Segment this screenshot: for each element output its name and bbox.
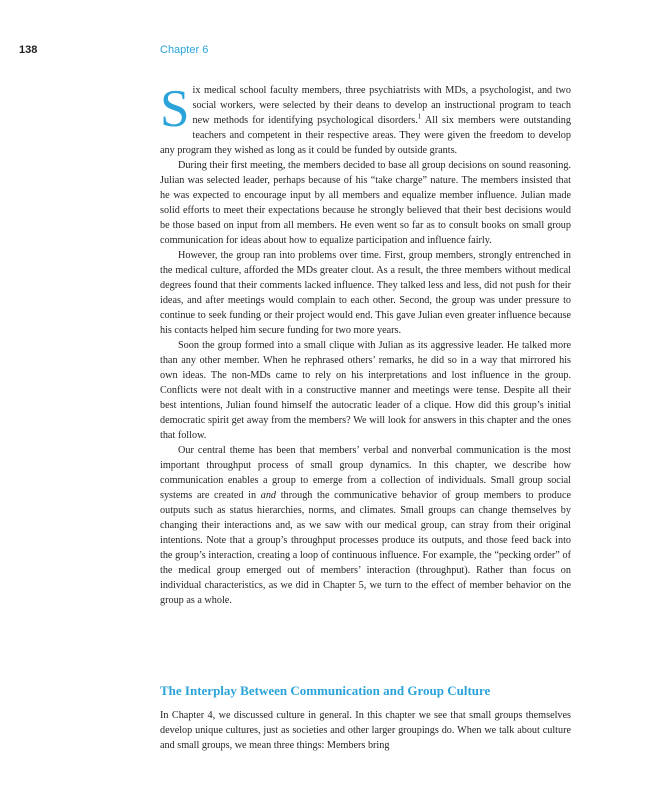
drop-cap: S: [160, 80, 190, 138]
body-text: [160, 80, 571, 608]
paragraph-central-theme: [160, 443, 571, 608]
section-body: [160, 708, 571, 753]
section-paragraph: In Chapter 4, we discussed culture in general. In this chapter we see that small groups themselves develop unique cultures, just as societies and other larger groupings do. When we talk about culture and small groups, we mean three things: Members bring: [160, 710, 571, 751]
paragraph-first-meeting: During their first meeting, the members decided to base all group decisions on sound reasoning. Julian was selected leader, perhaps because of his “take charge” nature. The members insisted that he was expected to encourage input by all members and equalize member influence. Julian made solid efforts to meet their expectations because he strongly believed that their best decisions would be those based on input from all members. He even went so far as to consult books on small group communication for ideas about how to equalize participation and influence fairly.: [160, 160, 571, 246]
paragraph-problems: However, the group ran into problems over time. First, group members, strongly entrenched in the medical culture, afforded the MDs greater clout. As a result, the three members without medical degrees found that their comments lacked influence. They talked less and less, did not push for their ideas, and after meetings would complain to each other. Second, the group was under pressure to continue to seek funding or their project would end. This gave Julian even greater influence because his contacts helped him secure funding for two more years.: [160, 250, 571, 336]
theme-emphasis: and: [260, 490, 277, 501]
theme-text: Our central theme has been that members’ verbal and nonverbal communication is the most important throughput process of small group dynamics. In this chapter, we describe how communication enables a group to emerge from a collection of individuals. Small group social systems are created in: [160, 445, 571, 501]
opening-paragraph: [160, 80, 571, 158]
opening-text: ix medical school faculty members, three psychiatrists with MDs, a psychologist, and two social workers, were selected by their deans to develop an instructional program to teach new methods for identifying psychological disorders.: [192, 85, 571, 126]
footnote-marker[interactable]: 1: [417, 112, 422, 121]
chapter-label: Chapter 6: [160, 44, 209, 56]
opening-text-continued: All six members were outstanding teachers and competent in their respective areas. They were given the freedom to develop any program they wished as long as it could be funded by outside grants.: [160, 115, 571, 156]
theme-text-continued: through the communicative behavior of group members to produce outputs such as status hierarchies, norms, and climates. Small groups can change themselves by changing their interactions and, as we saw with our medical group, can stray from their original intentions. Note that a group’s throughput processes produce its outputs, and those feed back into the group’s interaction, creating a loop of continuous influence. For example, the “pecking order” of the medical group emerged out of members’ interaction (throughput). Rather than focus on individual characteristics, as we did in Chapter 5, we turn to the effect of member behavior on the group as a whole.: [160, 490, 571, 606]
section-heading: The Interplay Between Communication and Group Culture: [160, 683, 491, 698]
page-number: 138: [19, 44, 38, 56]
paragraph-clique: Soon the group formed into a small clique with Julian as its aggressive leader. He talked more than any other member. When he rephrased others’ remarks, he did so in a way that mirrored his own ideas. The non-MDs came to rely on his interpretations and lost influence in the group. Conflicts were not dealt with in a constructive manner and meetings were tense. Despite all their best intentions, Julian found himself the autocratic leader of a clique. How did this group’s initial democratic spirit get away from the members? We will look for answers in this chapter and the ones that follow.: [160, 340, 571, 441]
